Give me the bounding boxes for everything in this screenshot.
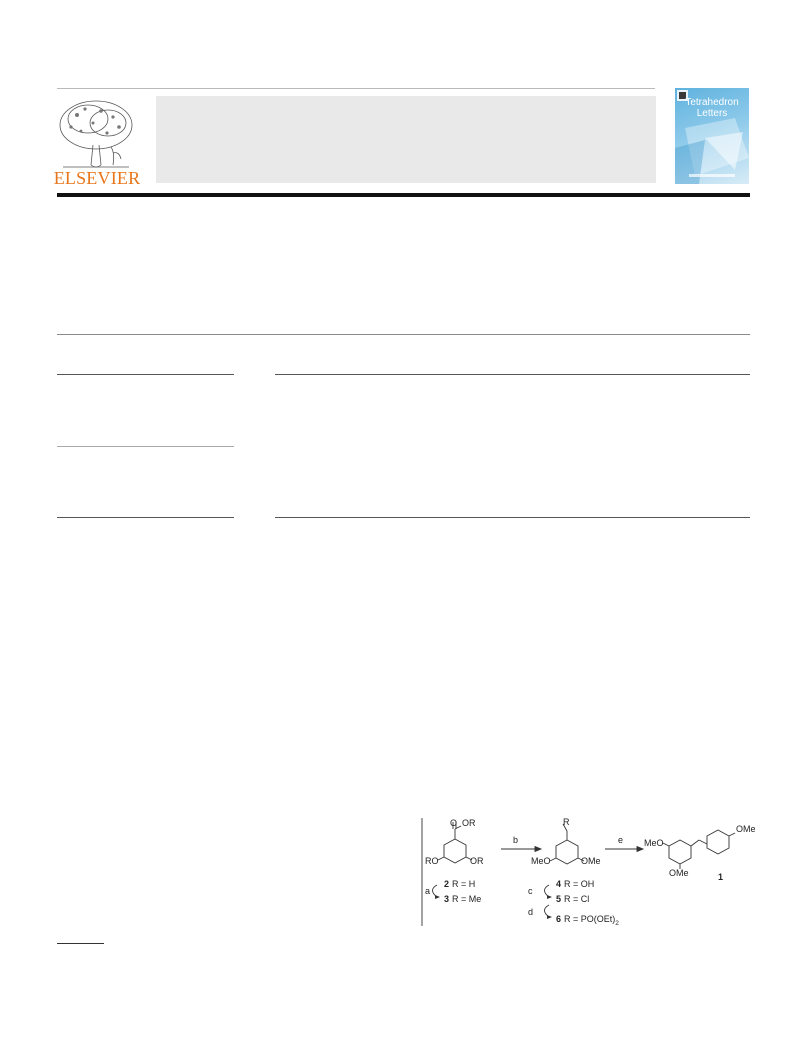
article-info-top-rule	[57, 334, 750, 335]
publisher-wordmark: ELSEVIER	[53, 168, 141, 188]
keywords-rule	[57, 446, 234, 447]
arrow-a	[433, 885, 438, 897]
arrow-c	[545, 885, 550, 897]
step-b-label: b	[513, 835, 519, 845]
compound-4-ring	[556, 840, 578, 864]
c2-right-sub: OR	[470, 856, 484, 866]
step-c-label: c	[528, 886, 533, 896]
step-e-label: e	[618, 835, 624, 845]
compound-1-ring-a	[669, 840, 691, 864]
c1-para-sub: OMe	[736, 824, 755, 834]
journal-title-line1: Tetrahedron	[685, 97, 739, 108]
journal-title-line2: Letters	[696, 108, 728, 119]
compound-2-ring	[444, 839, 466, 863]
arrow-d	[545, 905, 550, 917]
journal-title	[675, 97, 749, 119]
c4-left-sub: MeO	[531, 856, 551, 866]
article-info-rule-1	[57, 374, 234, 375]
compound-1-ring-b	[707, 830, 729, 854]
c2-left-sub: RO	[425, 856, 439, 866]
c4-label: 4 R = OH	[556, 879, 595, 889]
c2-ester-or: OR	[462, 818, 476, 828]
article-info-bottom-rule	[57, 517, 234, 518]
c2-carbonyl-o: O	[450, 818, 458, 828]
c1-bottom-sub: OMe	[669, 868, 689, 878]
c1-number: 1	[718, 872, 724, 882]
abstract-top-rule	[275, 374, 750, 375]
c4-r-label: R	[563, 817, 570, 827]
c2-label: 2 R = H	[444, 879, 476, 889]
abstract-bottom-rule	[275, 517, 750, 518]
c3-label: 3 R = Me	[444, 894, 482, 904]
c5-label: 5 R = Cl	[556, 894, 590, 904]
c4-right-sub: OMe	[581, 856, 601, 866]
journal-cover	[675, 88, 749, 184]
c1-left-sub: MeO	[644, 838, 664, 848]
synthesis-scheme	[415, 812, 755, 932]
step-a-label: a	[425, 886, 431, 896]
step-d-label: d	[528, 907, 534, 917]
header-top-rule	[57, 88, 655, 89]
footnote-rule	[57, 943, 104, 944]
header-thick-rule	[57, 193, 750, 197]
c6-label: 6 $R = PO(OEt)_2$	[556, 914, 619, 927]
header-band	[156, 96, 656, 183]
